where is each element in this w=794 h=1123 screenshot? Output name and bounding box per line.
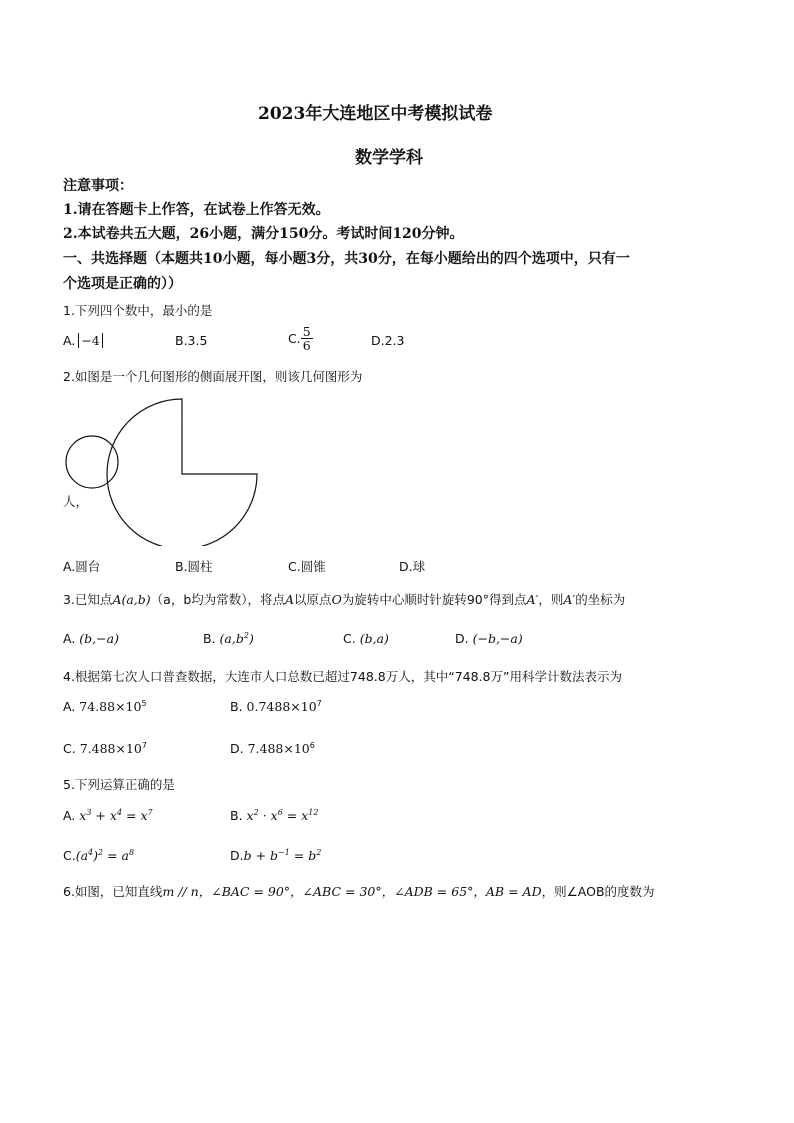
q4-option-c-exponent: 7: [141, 741, 147, 750]
q4-option-a-label: A.: [63, 699, 76, 715]
q1-option-b: B.3.5: [175, 333, 208, 348]
question-1-stem: 1.下列四个数中，最小的是: [63, 303, 213, 318]
q4-option-c-value: 7.488×10: [79, 741, 142, 757]
q4-option-a-exponent: 5: [141, 699, 147, 708]
q5-option-d-expression: $b + b^{-1} = b^2$: [243, 848, 322, 864]
q1-option-a-label: A.: [63, 333, 76, 348]
q3-point-a: A(a,b): [112, 592, 151, 607]
q3-stem-mid2: 以原点: [294, 592, 332, 607]
q6-angle-adb: ，∠ADB = 65°: [381, 884, 474, 899]
q3-option-a-label: A.: [63, 631, 76, 646]
q5-option-c: [63, 848, 134, 863]
q3-option-b-value: (a,b: [219, 631, 244, 647]
q6-stem-prefix: 6.如图，已知直线: [63, 884, 163, 899]
section-heading-line-1: 一、共选择题（本题共10小题，每小题3分，共30分，在每小题给出的四个选项中，只有一: [63, 251, 630, 267]
section-heading-line-2: 个选项是正确的））: [63, 276, 182, 292]
q6-angle-abc: ，∠ABC = 30°: [290, 884, 382, 899]
q6-angle-bac: ，∠BAC = 90°: [198, 884, 291, 899]
q6-parallel: m // n: [162, 884, 199, 899]
q5-option-c-expression: $(a^4)^2 = a^8$: [75, 848, 135, 864]
q1-fraction-numerator: 5: [302, 324, 311, 339]
exam-subject: 数学学科: [355, 148, 423, 168]
notice-heading: 注意事项：: [63, 178, 133, 194]
q3-option-c-label: C.: [343, 631, 356, 646]
q4-option-d-label: D.: [230, 741, 244, 757]
q3-point-a-prime: A′: [526, 592, 539, 607]
q2-option-a: A.圆台: [63, 559, 101, 574]
notice-item-1: 1.请在答题卡上作答，在试卷上作答无效。: [63, 202, 330, 218]
lateral-sector: [107, 399, 257, 546]
q5-option-b-label: B.: [230, 808, 243, 824]
q2-option-c: C.圆锥: [288, 559, 326, 574]
q5-option-c-label: C.: [63, 848, 76, 864]
q5-option-d: [230, 848, 321, 863]
notice-item-2: 2.本试卷共五大题，26小题，满分150分。考试时间120分钟。: [63, 226, 464, 242]
q4-option-b: [230, 699, 322, 714]
q2-option-b: B.圆柱: [175, 559, 213, 574]
q3-point-a-prime-ref: A′: [563, 592, 576, 607]
q6-equal-sides: ，AB = AD: [473, 884, 542, 899]
q5-option-a-label: A.: [63, 808, 76, 824]
q3-stem-mid3: 为旋转中心顺时针旋转90°得到点: [341, 592, 527, 607]
q4-option-c: [63, 741, 147, 756]
q1-option-a-value: −4: [78, 333, 102, 348]
q4-option-a-value: 74.88×10: [79, 699, 142, 715]
q1-option-c: [288, 325, 313, 352]
q4-option-c-label: C.: [63, 741, 76, 757]
question-6-stem: [63, 882, 655, 900]
q5-option-b: [230, 808, 318, 823]
q3-stem-mid4: ，则: [538, 592, 564, 607]
q3-option-c-value: (b,a): [359, 631, 389, 646]
q3-point-a-ref: A: [285, 592, 295, 607]
q1-option-c-fraction: [301, 325, 313, 352]
stray-text: 人，: [63, 494, 89, 509]
question-4-stem: 4.根据第七次人口普查数据，大连市人口总数已超过748.8万人，其中“748.8万”用科学计数法表示为: [63, 669, 622, 684]
q3-option-c: [343, 631, 389, 646]
q1-fraction-denominator: 6: [302, 338, 311, 354]
q5-option-a-expression: $x^3 + x^4 = x^7$: [79, 808, 153, 824]
q3-option-b-exponent: 2: [243, 631, 249, 640]
q4-option-d: [230, 741, 315, 756]
q3-option-d-value: (−b,−a): [472, 631, 523, 646]
q4-option-b-label: B.: [230, 699, 243, 715]
q3-option-a-value: (b,−a): [79, 631, 119, 646]
q5-option-d-label: D.: [230, 848, 244, 864]
q3-option-b: [203, 631, 254, 646]
q4-option-a: [63, 699, 147, 714]
exam-title: 2023年大连地区中考模拟试卷: [258, 104, 493, 124]
q4-option-d-value: 7.488×10: [247, 741, 310, 757]
q3-option-b-close: ): [248, 631, 254, 647]
q4-option-d-exponent: 6: [309, 741, 315, 750]
q6-stem-end: ，则∠AOB的度数为: [541, 884, 655, 899]
q5-option-b-expression: $x^2 \cdot x^6 = x^{12}$: [246, 808, 319, 824]
q3-origin: O: [331, 592, 342, 607]
cone-net-figure: [62, 396, 272, 546]
q1-option-c-label: C.: [288, 331, 301, 347]
q1-option-a: [63, 333, 103, 348]
q3-option-a: [63, 631, 119, 646]
q3-option-b-label: B.: [203, 631, 216, 647]
q3-option-d: [455, 631, 523, 646]
base-circle: [66, 436, 118, 488]
q4-option-b-exponent: 7: [316, 699, 322, 708]
q3-stem-prefix: 3.已知点: [63, 592, 113, 607]
question-3-stem: [63, 590, 625, 608]
q1-option-d: D.2.3: [371, 333, 405, 348]
question-2-stem: 2.如图是一个几何图形的侧面展开图，则该几何图形为: [63, 369, 363, 384]
q2-option-d: D.球: [399, 559, 426, 574]
question-5-stem: 5.下列运算正确的是: [63, 777, 175, 792]
q3-stem-mid1: （a，b均为常数），将点: [150, 592, 286, 607]
q4-option-b-value: 0.7488×10: [246, 699, 317, 715]
q5-option-a: [63, 808, 153, 823]
q3-stem-end: 的坐标为: [575, 592, 626, 607]
q3-option-d-label: D.: [455, 631, 469, 646]
